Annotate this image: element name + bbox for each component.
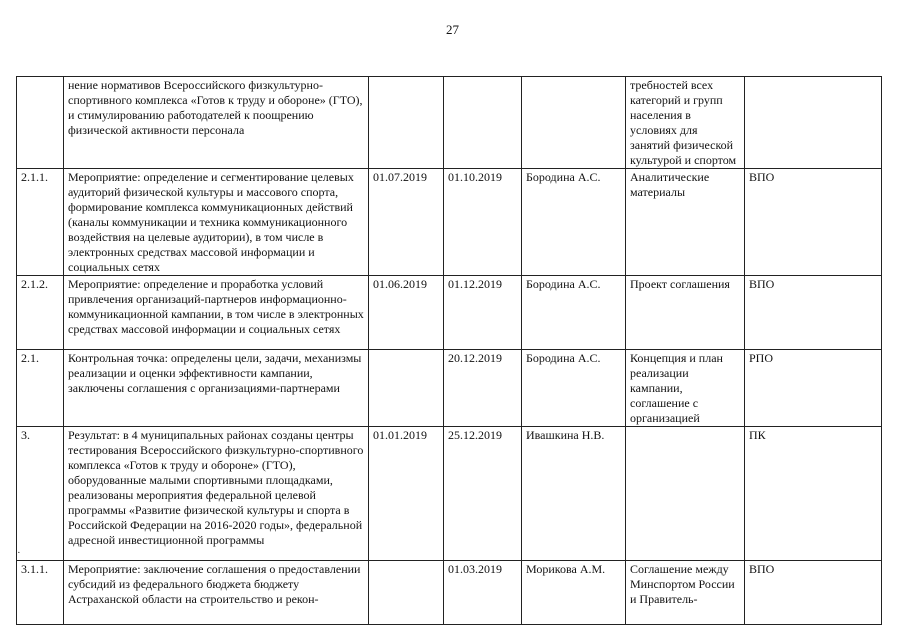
row-number bbox=[17, 77, 64, 169]
row-end-date: 01.03.2019 bbox=[444, 561, 522, 625]
row-start-date bbox=[369, 350, 444, 427]
row-description: Мероприятие: заключение соглашения о предоставлении субсидий из федерального бюджета бюджету Астраханской области на строительство и рекон- bbox=[64, 561, 369, 625]
row-end-date: 25.12.2019 bbox=[444, 427, 522, 561]
row-responsible: Бородина А.С. bbox=[522, 276, 626, 350]
table-row bbox=[17, 561, 882, 625]
row-control-level: ВПО bbox=[745, 561, 882, 625]
row-end-date: 20.12.2019 bbox=[444, 350, 522, 427]
row-control-level: ВПО bbox=[745, 169, 882, 276]
table-body bbox=[17, 77, 882, 625]
table-row bbox=[17, 77, 882, 169]
row-responsible: Бородина А.С. bbox=[522, 169, 626, 276]
row-result: Аналитические материалы bbox=[626, 169, 745, 276]
row-control-level: ПК bbox=[745, 427, 882, 561]
table-row bbox=[17, 276, 882, 350]
row-control-level: РПО bbox=[745, 350, 882, 427]
row-number: 3. bbox=[17, 427, 64, 561]
row-result: Соглашение между Минспортом России и Правитель- bbox=[626, 561, 745, 625]
row-start-date bbox=[369, 561, 444, 625]
row-description: Контрольная точка: определены цели, задачи, механизмы реализации и оценки эффективности кампании, заключены соглашения с организациями-партнерами bbox=[64, 350, 369, 427]
row-control-level bbox=[745, 77, 882, 169]
row-control-level: ВПО bbox=[745, 276, 882, 350]
row-result: требностей всех категорий и групп населения в условиях для занятий физической культурой и спортом bbox=[626, 77, 745, 169]
table-row bbox=[17, 350, 882, 427]
row-description: нение нормативов Всероссийского физкультурно-спортивного комплекса «Готов к труду и обороне» (ГТО), и стимулированию работодателей к поощрению физической активности персонала bbox=[64, 77, 369, 169]
page-number: 27 bbox=[446, 22, 459, 37]
row-end-date bbox=[444, 77, 522, 169]
row-start-date: 01.07.2019 bbox=[369, 169, 444, 276]
row-responsible bbox=[522, 77, 626, 169]
row-result: Проект соглашения bbox=[626, 276, 745, 350]
row-start-date bbox=[369, 77, 444, 169]
row-responsible: Морикова А.М. bbox=[522, 561, 626, 625]
table-row bbox=[17, 169, 882, 276]
table-row bbox=[17, 427, 882, 561]
margin-mark: · bbox=[17, 547, 21, 559]
row-responsible: Бородина А.С. bbox=[522, 350, 626, 427]
row-number: 2.1.2. bbox=[17, 276, 64, 350]
row-number: 2.1.1. bbox=[17, 169, 64, 276]
row-end-date: 01.10.2019 bbox=[444, 169, 522, 276]
row-end-date: 01.12.2019 bbox=[444, 276, 522, 350]
row-start-date: 01.01.2019 bbox=[369, 427, 444, 561]
project-plan-table bbox=[16, 76, 882, 625]
row-number: 3.1.1. bbox=[17, 561, 64, 625]
row-description: Мероприятие: определение и проработка условий привлечения организаций-партнеров информационно-коммуникационной кампании, в том числе в электронных средствах массовой информации и социальных сетях bbox=[64, 276, 369, 350]
row-description: Результат: в 4 муниципальных районах созданы центры тестирования Всероссийского физкультурно-спортивного комплекса «Готов к труду и обороне» (ГТО), оборудованные малыми спортивными площадками, реализованы мероприятия федеральной целевой программы «Развитие физической культуры и спорта в Российской Федерации на 2016-2020 годы», федеральной адресной инвестиционной программы bbox=[64, 427, 369, 561]
row-result bbox=[626, 427, 745, 561]
row-description: Мероприятие: определение и сегментирование целевых аудиторий физической культуры и массового спорта, формирование комплекса коммуникационных действий (каналы коммуникации и техника коммуникационного воздействия на целевые аудитории), в том числе в электронных средствах массовой информации и социальных сетях bbox=[64, 169, 369, 276]
row-result: Концепция и план реализации кампании, соглашение с организацией bbox=[626, 350, 745, 427]
row-start-date: 01.06.2019 bbox=[369, 276, 444, 350]
row-number: 2.1. bbox=[17, 350, 64, 427]
row-responsible: Ивашкина Н.В. bbox=[522, 427, 626, 561]
